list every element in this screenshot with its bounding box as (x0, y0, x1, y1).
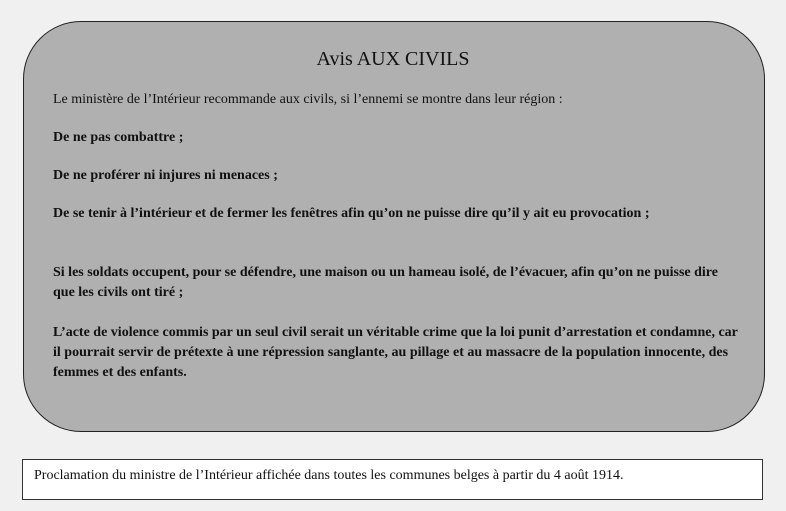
notice-intro: Le ministère de l’Intérieur recommande aux civils, si l’ennemi se montre dans leur région : (53, 92, 563, 107)
clause-violence-crime: L’acte de violence commis par un seul civil serait un véritable crime que la loi punit d’arrestation et condamne, car il pourrait servir de prétexte à une répression sanglante, au pillage et au massacre de la population innocente, des femmes et des enfants. (53, 325, 738, 380)
notice-title: Avis AUX CIVILS (316, 48, 470, 70)
clause-stay-inside: De se tenir à l’intérieur et de fermer les fenêtres afin qu’on ne puisse dire qu’il y ait eu provocation ; (53, 206, 650, 221)
clause-no-combat: De ne pas combattre ; (53, 130, 184, 145)
caption-text: Proclamation du ministre de l’Intérieur affichée dans toutes les communes belges à partir du 4 août 1914. (34, 468, 624, 483)
clause-no-insults: De ne proférer ni injures ni menaces ; (53, 168, 278, 183)
clause-evacuate: Si les soldats occupent, pour se défendre, une maison ou un hameau isolé, de l’évacuer, afin qu’on ne puisse dire que les civils ont tiré ; (53, 265, 718, 300)
